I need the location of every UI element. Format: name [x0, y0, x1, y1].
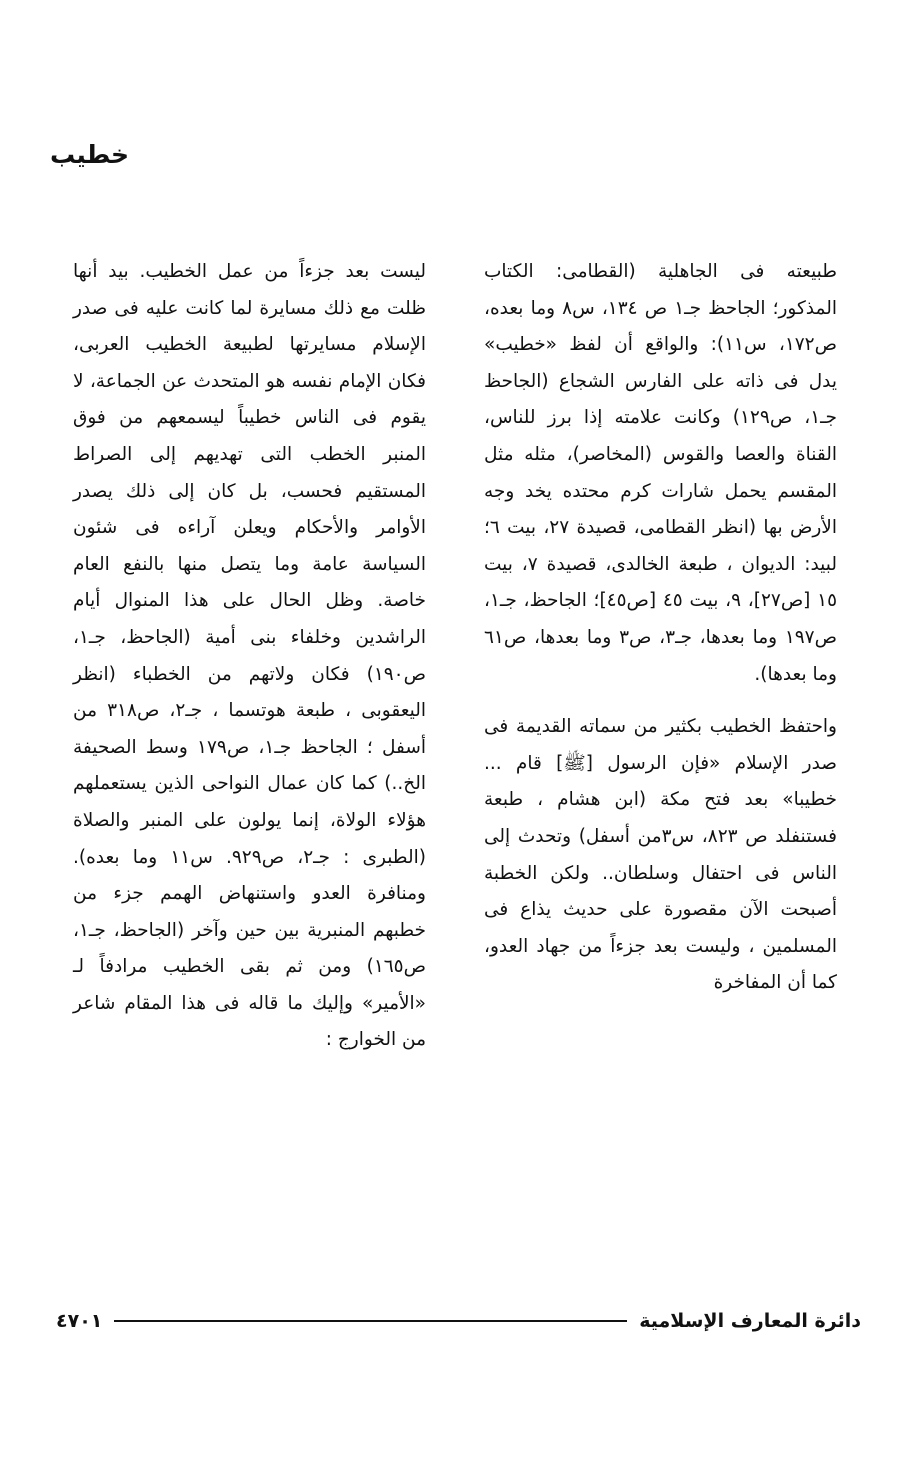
page-running-title: خطيب [49, 140, 129, 169]
right-column-paragraph-1: طبيعته فى الجاهلية (القطامى: الكتاب المذكور؛ الجاحظ جـ١ ص ١٣٤، س٨ وما بعده، ص١٧٢، س١١): والواقع أن لفظ «خطيب» يدل فى ذاته على الفارس الشجاع (الجاحظ جـ١، ص١٢٩) وكانت علامته إذا برز للناس، القناة والعصا والقوس (المخاصر)، مثله مثل المقسم يحمل شارات كرم محتده يخد وجه الأرض بها (انظر القطامى، قصيدة ٢٧، بيت ٦؛ لبيد: الديوان ، طبعة الخالدى، قصيدة ٧، بيت ١٥ [ص٢٧]، ٩، بيت ٤٥ [ص٤٥]؛ الجاحظ، جـ١، ص١٩٧ وما بعدها، جـ٣، ص٣ وما بعدها، ص٦١ وما بعدها). [484, 261, 838, 685]
right-text-column [484, 254, 837, 1002]
left-column-paragraph-1: ليست بعد جزءاً من عمل الخطيب. بيد أنها ظلت مع ذلك مسايرة لما كانت عليه فى صدر الإسلام مسايرتها لطبيعة الخطيب العربى، فكان الإمام نفسه هو المتحدث عن الجماعة، لا يقوم فى الناس خطيباً ليسمعهم من فوق المنبر الخطب التى تهديهم إلى الصراط المستقيم فحسب، بل كان إلى ذلك يصدر الأوامر والأحكام ويعلن آراءه فى شئون السياسة عامة وما يتصل منها بالنفع العام خاصة. وظل الحال على هذا المنوال أيام الراشدين وخلفاء بنى أمية (الجاحظ، جـ١، ص١٩٠) فكان ولاتهم من الخطباء (انظر اليعقوبى ، طبعة هوتسما ، جـ٢، ص٣١٨ من أسفل ؛ الجاحظ جـ١، ص١٧٩ وسط الصحيفة الخ..) كما كان عمال النواحى الذين يستعملهم هؤلاء الولاة، إنما يولون على المنبر والصلاة (الطبرى : جـ٢، ص٩٢٩. س١١ وما بعده). ومنافرة العدو واستنهاض الهمم جزء من خطبهم المنبرية بين حين وآخر (الجاحظ، جـ١، ص١٦٥) ومن ثم بقى الخطيب مرادفاً لـ «الأمير» وإليك ما قاله فى هذا المقام شاعر من الخوارج : [73, 261, 426, 1051]
right-column-paragraph-2: واحتفظ الخطيب بكثير من سماته القديمة فى صدر الإسلام «فإن الرسول [ﷺ] قام ... خطيبا» بعد فتح مكة (ابن هشام ، طبعة فستنفلد ص ٨٢٣، س٣من أسفل) وتحدث إلى الناس فى احتفال وسلطان.. ولكن الخطبة أصبحت الآن مقصورة على حديث يذاع فى المسلمين ، وليست بعد جزءاً من جهاد العدو، كما أن المفاخرة [484, 716, 837, 994]
page-footer [56, 1306, 861, 1336]
left-text-column [73, 254, 426, 1059]
footer-publication-title: دائرة المعارف الإسلامية [639, 1310, 861, 1332]
footer-divider-line [114, 1320, 627, 1322]
footer-page-number: ٤٧٠١ [56, 1310, 103, 1332]
